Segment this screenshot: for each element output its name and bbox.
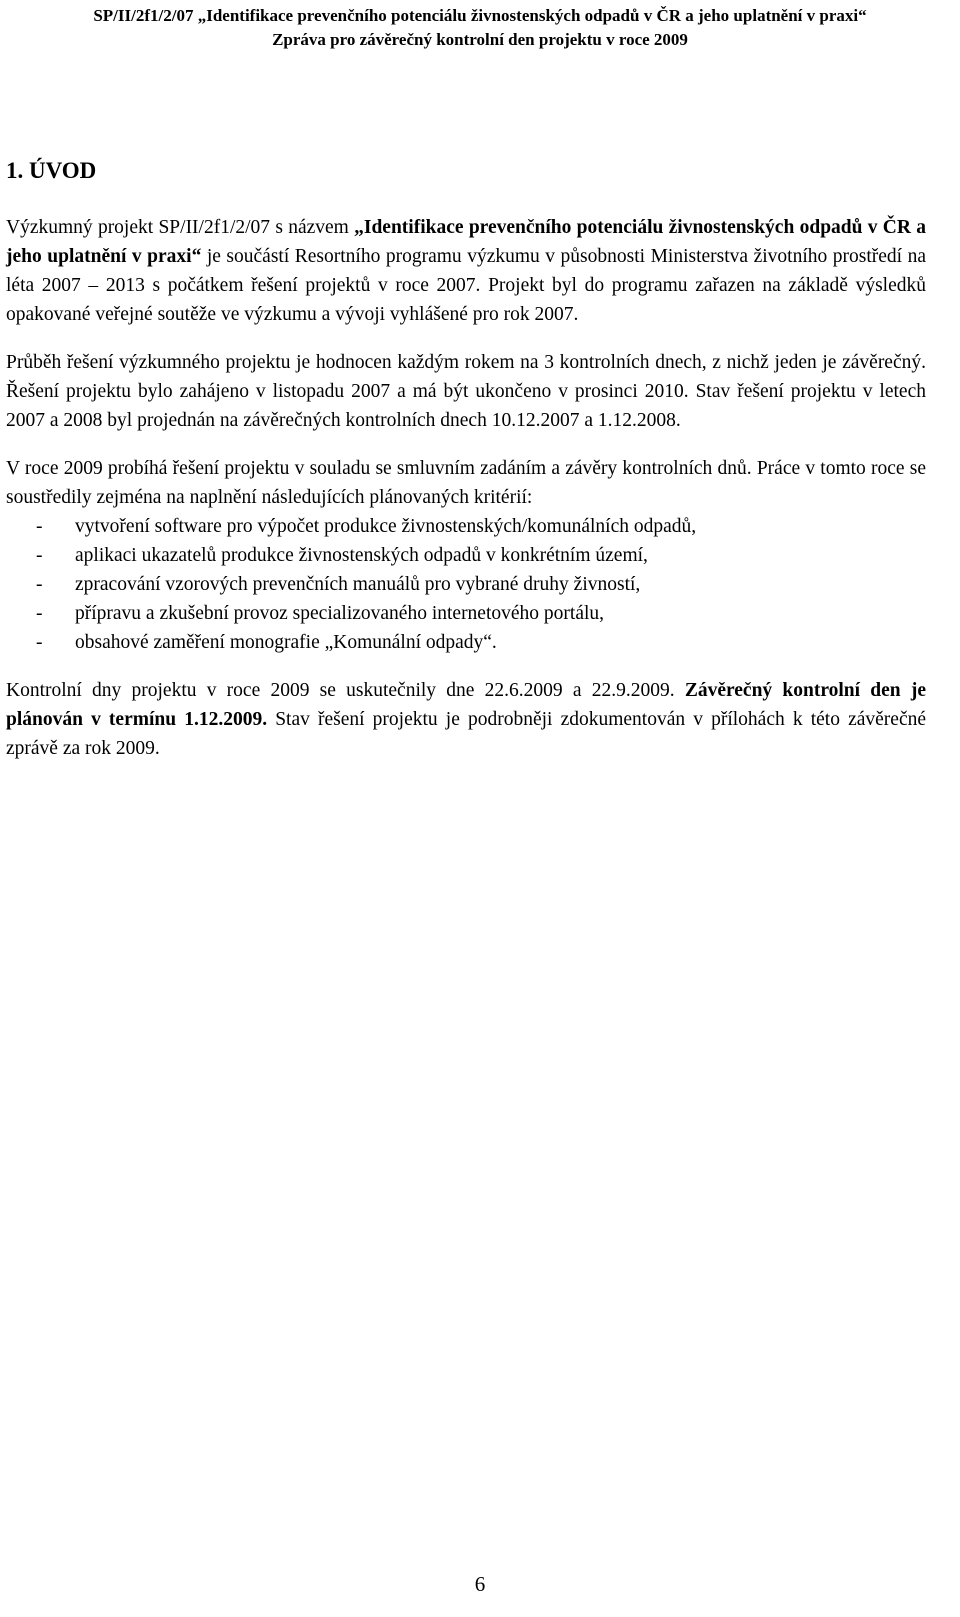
list-item [6, 628, 926, 657]
section-heading: 1. ÚVOD [6, 158, 97, 183]
list-bullet: - [36, 632, 43, 653]
list-bullet: - [36, 545, 43, 566]
final-control-day-bold: Závěrečný kontrolní den je plánován v termínu 1.12.2009. [6, 680, 926, 730]
paragraph-intro-rest: je součástí Resortního programu výzkumu v působnosti Ministerstva životního prostředí na léta 2007 – 2013 s počátkem řešení projektů v roce 2007. Projekt byl do programu zařazen na základě výsledků opakované veřejné soutěže ve výzkumu a vývoji vyhlášené pro rok 2007. [6, 246, 926, 325]
document-body [6, 213, 926, 782]
list-item [6, 570, 926, 599]
list-item-text: aplikaci ukazatelů produkce živnostenských odpadů v konkrétním území, [75, 545, 648, 566]
list-item [6, 599, 926, 628]
criteria-list [6, 512, 926, 657]
list-bullet: - [36, 603, 43, 624]
header-report-subtitle: Zpráva pro závěrečný kontrolní den projektu v roce 2009 [272, 30, 688, 49]
list-item [6, 541, 926, 570]
paragraph-control-days-lead: Kontrolní dny projektu v roce 2009 se uskutečnily dne 22.6.2009 a 22.9.2009. [6, 680, 685, 701]
paragraph-intro [6, 213, 926, 329]
list-item [6, 512, 926, 541]
list-item-text: obsahové zaměření monografie „Komunální odpady“. [75, 632, 497, 653]
paragraph-intro-lead: Výzkumný projekt SP/II/2f1/2/07 s názvem [6, 217, 355, 238]
paragraph-control-days-rest: Stav řešení projektu je podrobněji zdokumentován v přílohách k této závěrečné zprávě za rok 2009. [6, 709, 927, 759]
paragraph-criteria-intro: V roce 2009 probíhá řešení projektu v souladu se smluvním zadáním a závěry kontrolních dnů. Práce v tomto roce se soustředily zejména na naplnění následujících plánovaných kritérií: [6, 458, 926, 508]
paragraph-evaluation: Průběh řešení výzkumného projektu je hodnocen každým rokem na 3 kontrolních dnech, z nichž jeden je závěrečný. Řešení projektu bylo zahájeno v listopadu 2007 a má být ukončeno v prosinci 2010. Stav řešení projektu v letech 2007 a 2008 byl projednán na závěrečných kontrolních dnech 10.12.2007 a 1.12.2008. [6, 352, 926, 431]
list-item-text: vytvoření software pro výpočet produkce živnostenských/komunálních odpadů, [75, 516, 697, 537]
list-item-text: přípravu a zkušební provoz specializovaného internetového portálu, [75, 603, 605, 624]
running-header [0, 4, 960, 52]
page-number: 6 [474, 1572, 486, 1596]
list-bullet: - [36, 516, 43, 537]
paragraph-control-days [6, 676, 926, 763]
header-project-title: SP/II/2f1/2/07 „Identifikace prevenčního potenciálu živnostenských odpadů v ČR a jeho uplatnění v praxi“ [93, 6, 867, 25]
project-title-bold: „Identifikace prevenčního potenciálu živnostenských odpadů v ČR a jeho uplatnění v praxi“ [6, 217, 926, 267]
list-item-text: zpracování vzorových prevenčních manuálů pro vybrané druhy živností, [75, 574, 641, 595]
list-bullet: - [36, 574, 43, 595]
